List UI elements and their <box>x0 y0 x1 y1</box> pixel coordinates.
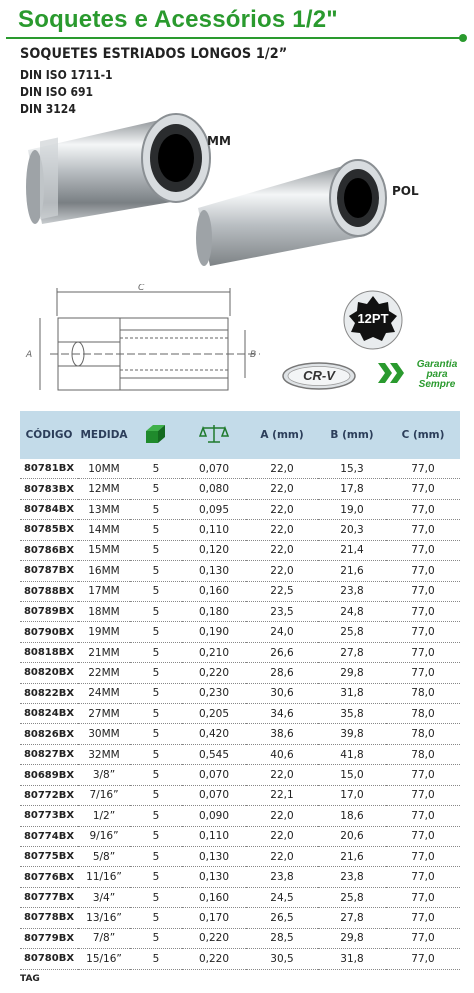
table-row <box>20 601 460 621</box>
cell-weight: 0,230 <box>182 683 246 703</box>
cell-b: 27,8 <box>318 642 386 662</box>
cell-c: 77,0 <box>386 663 460 683</box>
cell-box-qty: 5 <box>130 785 182 805</box>
cell-b: 21,6 <box>318 847 386 867</box>
cell-b: 25,8 <box>318 887 386 907</box>
cell-weight: 0,160 <box>182 887 246 907</box>
cell-c: 77,0 <box>386 642 460 662</box>
cell-weight: 0,180 <box>182 601 246 621</box>
cell-size: 19MM <box>78 622 130 642</box>
cell-size: 17MM <box>78 581 130 601</box>
cell-box-qty: 5 <box>130 847 182 867</box>
cell-size: 10MM <box>78 459 130 479</box>
cell-b: 20,3 <box>318 520 386 540</box>
table-row <box>20 642 460 662</box>
cell-c: 78,0 <box>386 683 460 703</box>
cell-b: 19,0 <box>318 499 386 519</box>
cell-code: 80689BX <box>20 765 78 785</box>
standard-1: DIN ISO 1711-1 <box>20 68 113 82</box>
table-row <box>20 806 460 826</box>
cell-a: 28,6 <box>246 663 318 683</box>
cell-box-qty: 5 <box>130 928 182 948</box>
twelve-point-label: 12PT <box>357 311 389 326</box>
cell-c: 77,0 <box>386 479 460 499</box>
cell-weight: 0,190 <box>182 622 246 642</box>
cell-weight: 0,220 <box>182 949 246 969</box>
cell-size: 30MM <box>78 724 130 744</box>
cell-a: 30,6 <box>246 683 318 703</box>
cell-weight: 0,545 <box>182 744 246 764</box>
product-title: SOQUETES ESTRIADOS LONGOS 1/2” <box>20 46 288 62</box>
guarantee-line-1: Garantia <box>416 359 458 370</box>
dimension-c-label: C <box>138 284 145 293</box>
cell-box-qty: 5 <box>130 887 182 907</box>
standard-3: DIN 3124 <box>20 102 76 116</box>
cell-b: 20,6 <box>318 826 386 846</box>
cell-box-qty: 5 <box>130 724 182 744</box>
cell-b: 15,3 <box>318 459 386 479</box>
cell-weight: 0,130 <box>182 847 246 867</box>
cell-c: 77,0 <box>386 949 460 969</box>
table-row <box>20 949 460 969</box>
cell-box-qty: 5 <box>130 642 182 662</box>
cell-code: 80781BX <box>20 459 78 479</box>
table-row <box>20 744 460 764</box>
cell-code: 80826BX <box>20 724 78 744</box>
cell-box-qty: 5 <box>130 949 182 969</box>
cell-code: 80827BX <box>20 744 78 764</box>
cell-box-qty: 5 <box>130 908 182 928</box>
cell-a: 24,0 <box>246 622 318 642</box>
dimension-b-label: B <box>250 350 257 360</box>
guarantee-text <box>406 360 468 390</box>
cell-box-qty: 5 <box>130 622 182 642</box>
cell-weight: 0,120 <box>182 540 246 560</box>
cell-weight: 0,095 <box>182 499 246 519</box>
header-code: CÓDIGO <box>20 411 78 459</box>
cell-code: 80779BX <box>20 928 78 948</box>
standard-2: DIN ISO 691 <box>20 85 94 99</box>
cell-c: 77,0 <box>386 601 460 621</box>
table-row <box>20 704 460 724</box>
box-icon <box>143 423 169 445</box>
cell-a: 22,0 <box>246 499 318 519</box>
cell-a: 23,8 <box>246 867 318 887</box>
cell-a: 22,0 <box>246 847 318 867</box>
cell-box-qty: 5 <box>130 765 182 785</box>
cell-box-qty: 5 <box>130 601 182 621</box>
cell-size: 9/16” <box>78 826 130 846</box>
cell-b: 25,8 <box>318 622 386 642</box>
cell-size: 12MM <box>78 479 130 499</box>
cell-size: 14MM <box>78 520 130 540</box>
page-header <box>6 4 468 40</box>
cell-b: 17,8 <box>318 479 386 499</box>
cell-b: 21,6 <box>318 561 386 581</box>
cell-a: 22,0 <box>246 459 318 479</box>
cell-weight: 0,070 <box>182 459 246 479</box>
cell-code: 80786BX <box>20 540 78 560</box>
cell-b: 31,8 <box>318 683 386 703</box>
cell-a: 22,0 <box>246 540 318 560</box>
header-c: C (mm) <box>386 411 460 459</box>
guarantee-line-3: Sempre <box>418 379 456 390</box>
cell-b: 23,8 <box>318 867 386 887</box>
cell-c: 77,0 <box>386 785 460 805</box>
cell-b: 17,0 <box>318 785 386 805</box>
cell-b: 24,8 <box>318 601 386 621</box>
cell-c: 77,0 <box>386 806 460 826</box>
cell-a: 22,1 <box>246 785 318 805</box>
cell-a: 22,0 <box>246 561 318 581</box>
cell-box-qty: 5 <box>130 806 182 826</box>
cell-box-qty: 5 <box>130 744 182 764</box>
cell-a: 23,5 <box>246 601 318 621</box>
cell-code: 80818BX <box>20 642 78 662</box>
cell-code: 80789BX <box>20 601 78 621</box>
cell-c: 77,0 <box>386 622 460 642</box>
header-weight <box>182 411 246 459</box>
header-divider-dot <box>459 34 467 42</box>
cell-weight: 0,110 <box>182 826 246 846</box>
cell-size: 15/16” <box>78 949 130 969</box>
cell-code: 80787BX <box>20 561 78 581</box>
page-title: Soquetes e Acessórios 1/2" <box>18 6 338 33</box>
table-row <box>20 663 460 683</box>
cell-box-qty: 5 <box>130 499 182 519</box>
cell-size: 3/8” <box>78 765 130 785</box>
cell-a: 26,6 <box>246 642 318 662</box>
cell-c: 77,0 <box>386 847 460 867</box>
cell-b: 21,4 <box>318 540 386 560</box>
cell-code: 80788BX <box>20 581 78 601</box>
cell-weight: 0,160 <box>182 581 246 601</box>
cell-weight: 0,110 <box>182 520 246 540</box>
cell-a: 40,6 <box>246 744 318 764</box>
cell-weight: 0,080 <box>182 479 246 499</box>
cell-code: 80780BX <box>20 949 78 969</box>
table-row <box>20 479 460 499</box>
cell-c: 77,0 <box>386 520 460 540</box>
header-divider <box>6 37 461 39</box>
cell-b: 23,8 <box>318 581 386 601</box>
cell-size: 21MM <box>78 642 130 662</box>
cell-size: 15MM <box>78 540 130 560</box>
cell-weight: 0,220 <box>182 663 246 683</box>
cell-weight: 0,130 <box>182 561 246 581</box>
guarantee-line-2: para <box>426 369 448 380</box>
cell-code: 80824BX <box>20 704 78 724</box>
cell-weight: 0,130 <box>182 867 246 887</box>
cell-a: 22,0 <box>246 520 318 540</box>
cell-size: 5/8” <box>78 847 130 867</box>
cell-a: 22,0 <box>246 765 318 785</box>
table-header-row <box>20 411 460 459</box>
product-table <box>20 411 460 970</box>
table-body <box>20 459 460 969</box>
table-row <box>20 867 460 887</box>
cell-code: 80820BX <box>20 663 78 683</box>
table-row <box>20 459 460 479</box>
crv-label: CR-V <box>303 368 335 383</box>
table-row <box>20 683 460 703</box>
cell-size: 16MM <box>78 561 130 581</box>
cell-a: 22,0 <box>246 826 318 846</box>
cell-size: 18MM <box>78 601 130 621</box>
cell-box-qty: 5 <box>130 826 182 846</box>
cell-box-qty: 5 <box>130 683 182 703</box>
cell-code: 80822BX <box>20 683 78 703</box>
cell-weight: 0,205 <box>182 704 246 724</box>
table-row <box>20 826 460 846</box>
cell-a: 30,5 <box>246 949 318 969</box>
cell-code: 80774BX <box>20 826 78 846</box>
cell-box-qty: 5 <box>130 663 182 683</box>
table-row <box>20 785 460 805</box>
cell-a: 22,0 <box>246 806 318 826</box>
cell-code: 80784BX <box>20 499 78 519</box>
cell-box-qty: 5 <box>130 581 182 601</box>
table-row <box>20 499 460 519</box>
cell-weight: 0,220 <box>182 928 246 948</box>
cell-box-qty: 5 <box>130 704 182 724</box>
cell-b: 39,8 <box>318 724 386 744</box>
cell-c: 77,0 <box>386 826 460 846</box>
cell-c: 78,0 <box>386 704 460 724</box>
cell-size: 1/2” <box>78 806 130 826</box>
cell-box-qty: 5 <box>130 459 182 479</box>
cell-a: 28,5 <box>246 928 318 948</box>
cell-c: 77,0 <box>386 459 460 479</box>
label-mm: MM <box>207 134 231 148</box>
cell-size: 11/16” <box>78 867 130 887</box>
cell-b: 29,8 <box>318 928 386 948</box>
footer-tag: TAG <box>20 974 40 984</box>
dimension-drawing <box>20 284 270 396</box>
cell-code: 80772BX <box>20 785 78 805</box>
cell-b: 41,8 <box>318 744 386 764</box>
cell-c: 77,0 <box>386 765 460 785</box>
cell-box-qty: 5 <box>130 479 182 499</box>
cell-size: 24MM <box>78 683 130 703</box>
cell-code: 80785BX <box>20 520 78 540</box>
table-row <box>20 520 460 540</box>
cell-a: 24,5 <box>246 887 318 907</box>
cell-size: 13/16” <box>78 908 130 928</box>
cell-code: 80776BX <box>20 867 78 887</box>
cell-box-qty: 5 <box>130 520 182 540</box>
guarantee-chevrons-icon <box>378 360 408 386</box>
cell-size: 27MM <box>78 704 130 724</box>
cell-b: 35,8 <box>318 704 386 724</box>
table-row <box>20 724 460 744</box>
cell-b: 18,6 <box>318 806 386 826</box>
cell-b: 15,0 <box>318 765 386 785</box>
cell-box-qty: 5 <box>130 561 182 581</box>
cell-c: 77,0 <box>386 581 460 601</box>
cell-weight: 0,210 <box>182 642 246 662</box>
cell-box-qty: 5 <box>130 540 182 560</box>
cell-c: 77,0 <box>386 499 460 519</box>
cell-size: 22MM <box>78 663 130 683</box>
header-box-qty <box>130 411 182 459</box>
cell-a: 34,6 <box>246 704 318 724</box>
cell-weight: 0,170 <box>182 908 246 928</box>
cell-weight: 0,070 <box>182 785 246 805</box>
cell-c: 77,0 <box>386 867 460 887</box>
label-pol: POL <box>392 184 419 198</box>
table-row <box>20 765 460 785</box>
socket-mm-image <box>18 112 218 232</box>
dimension-a-label: A <box>26 350 33 360</box>
table-row <box>20 928 460 948</box>
cell-c: 78,0 <box>386 744 460 764</box>
cell-code: 80773BX <box>20 806 78 826</box>
balance-scale-icon <box>199 423 229 445</box>
cell-weight: 0,090 <box>182 806 246 826</box>
cell-c: 78,0 <box>386 724 460 744</box>
table-row <box>20 540 460 560</box>
header-a: A (mm) <box>246 411 318 459</box>
table-row <box>20 561 460 581</box>
cell-a: 26,5 <box>246 908 318 928</box>
cell-weight: 0,420 <box>182 724 246 744</box>
table-row <box>20 847 460 867</box>
cell-size: 32MM <box>78 744 130 764</box>
cell-code: 80778BX <box>20 908 78 928</box>
header-size: MEDIDA <box>78 411 130 459</box>
cell-c: 77,0 <box>386 928 460 948</box>
cell-size: 7/16” <box>78 785 130 805</box>
cell-b: 29,8 <box>318 663 386 683</box>
cell-code: 80775BX <box>20 847 78 867</box>
cell-code: 80777BX <box>20 887 78 907</box>
header-b: B (mm) <box>318 411 386 459</box>
cell-b: 27,8 <box>318 908 386 928</box>
cell-weight: 0,070 <box>182 765 246 785</box>
cell-size: 3/4” <box>78 887 130 907</box>
cell-size: 7/8” <box>78 928 130 948</box>
socket-pol-image <box>190 158 390 268</box>
cell-code: 80790BX <box>20 622 78 642</box>
cell-c: 77,0 <box>386 908 460 928</box>
cell-c: 77,0 <box>386 561 460 581</box>
cell-code: 80783BX <box>20 479 78 499</box>
cell-b: 31,8 <box>318 949 386 969</box>
cell-a: 22,0 <box>246 479 318 499</box>
table-row <box>20 581 460 601</box>
cell-a: 38,6 <box>246 724 318 744</box>
table-row <box>20 622 460 642</box>
table-row <box>20 887 460 907</box>
cell-a: 22,5 <box>246 581 318 601</box>
cell-box-qty: 5 <box>130 867 182 887</box>
table-row <box>20 908 460 928</box>
cell-c: 77,0 <box>386 540 460 560</box>
cell-c: 77,0 <box>386 887 460 907</box>
cell-size: 13MM <box>78 499 130 519</box>
